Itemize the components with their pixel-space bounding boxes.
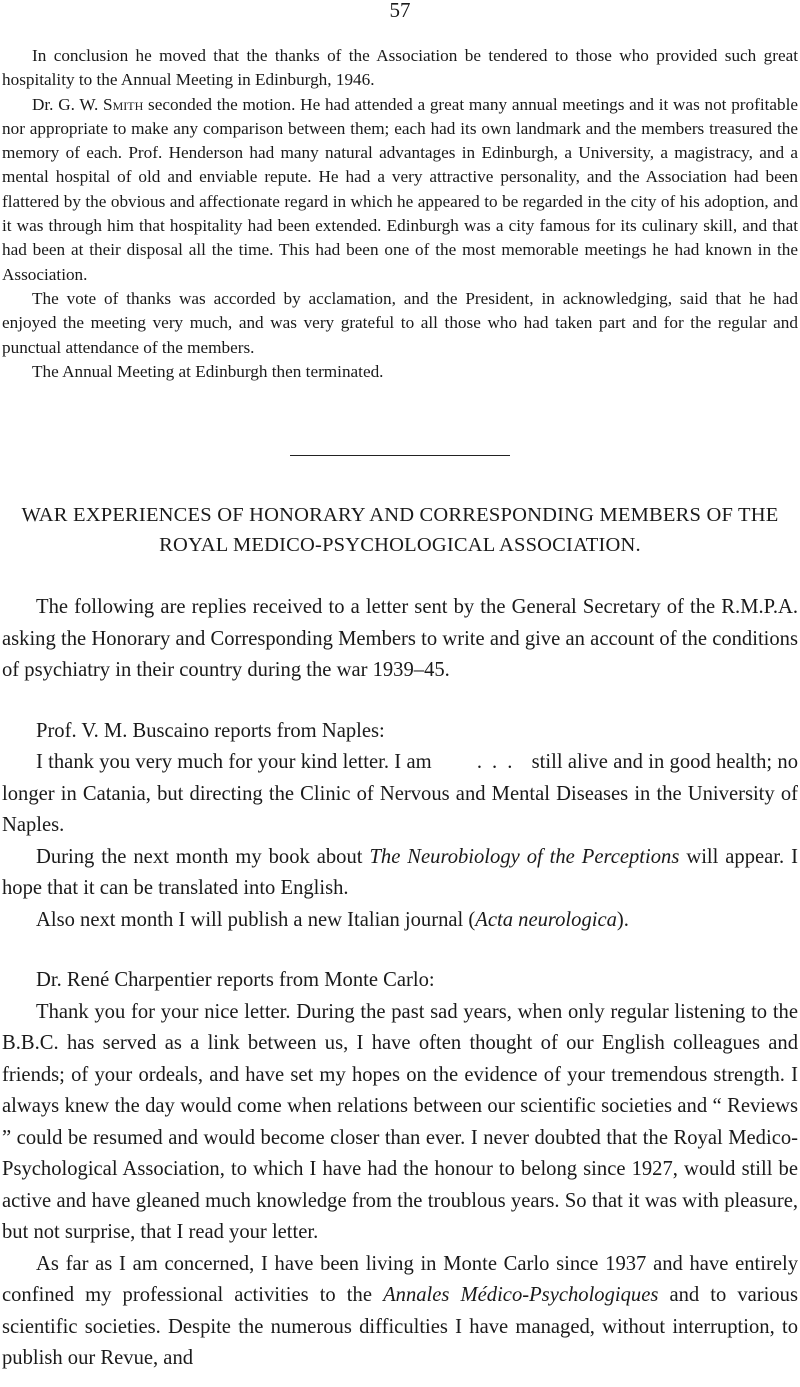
ellipsis: ... [476,751,523,773]
text-run: In conclusion he moved that the thanks of the Association be tendered to those who provided such great hospitality to the Annual Meeting in Edinburgh, 1946. [2,46,798,90]
paragraph [2,997,798,1249]
text-run: Also next month I will publish a new Italian journal ( [36,908,476,931]
text-run: Dr. G. W. [32,94,104,114]
paragraph [2,287,798,360]
text-run: I thank you very much for your kind letter. I am [36,751,437,773]
text-run: still alive and in good health; no longer in Catania, but directing the Clinic of Nervous and Mental Diseases in the University of Naples. [2,751,798,836]
text-run: The following are replies received to a letter sent by the General Secretary of the R.M.P.A. asking the Honorary and Corresponding Members to write and give an account of the conditions of psychiatry in their country during the war 1939–45. [2,596,798,681]
text-run: seconded the motion. He had attended a great many annual meetings and it was not profitable nor appropriate to make any comparison between them; each had its own landmark and the members treasured the memory of each. Prof. Henderson had many natural advantages in Edinburgh, a University, a magistracy, and a mental hospital of old and enviable repute. He had a very attractive personality, and the Association had been flattered by the obvious and affectionate regard in which he appeared to be regarded in the city of his adoption, and it was through him that hospitality had been extended. Edinburgh was a city famous for its culinary skill, and that had been at their disposal all the time. This had been one of the most memorable meetings he had known in the Association. [2,94,799,284]
paragraph [2,905,798,937]
article-body [2,592,798,1375]
text-run: Acta neurologica [475,908,617,931]
text-run: and to various scientific societies. Despite the numerous difficulties I have managed, without interruption, to publish our Revue, and [2,1284,798,1369]
page-number: 57 [389,0,411,22]
paragraph [2,44,798,93]
text-run: The Neurobiology of the Perceptions [369,845,680,868]
text-run: ). [616,908,629,931]
text-run: As far as I am concerned, I have been living in Monte Carlo since 1937 and have entirely confined my professional activities to the [2,1252,798,1306]
paragraph [2,1249,798,1375]
paragraph [2,716,798,748]
section-divider [290,455,510,456]
text-run: During the next month my book about [36,845,370,868]
paragraph [2,842,798,905]
text-run: The vote of thanks was accorded by acclamation, and the President, in acknowledging, said that he had enjoyed the meeting very much, and was very grateful to all those who had taken part and for the regular and punctual attendance of the members. [2,288,798,357]
paragraph [2,747,798,842]
text-run: Thank you for your nice letter. During the past sad years, when only regular listening to the B.B.C. has served as a link between us, I have often thought of our English colleagues and friends; of your ordeals, and have set my hopes on the evidence of your tremendous strength. I always knew the day would come when relations between our scientific societies and “ Reviews ” could be resumed and would become closer than ever. I never doubted that the Royal Medico-Psychological Association, to which I have had the honour to belong since 1927, would still be active and have gleaned much knowledge from the troublous years. So that it was with pleasure, but not surprise, that I read your letter. [2,1000,798,1243]
paragraph [2,965,798,997]
text-run: Annales Médico-Psychologiques [383,1284,659,1306]
paragraph [2,360,798,384]
text-run: Dr. René Charpentier reports from Monte Carlo: [36,969,435,991]
text-run: will appear. I hope that it can be translated into English. [2,845,798,899]
text-run: Prof. V. M. Buscaino reports from Naples: [36,719,385,742]
meeting-conclusion-section [2,44,798,384]
text-run: The Annual Meeting at Edinburgh then terminated. [32,361,384,381]
paragraph [2,592,798,687]
article-title: WAR EXPERIENCES OF HONORARY AND CORRESPONDING MEMBERS OF THE ROYAL MEDICO-PSYCHOLOGICAL ASSOCIATION. [21,504,779,556]
paragraph [2,93,798,287]
text-run: Smith [103,94,144,114]
